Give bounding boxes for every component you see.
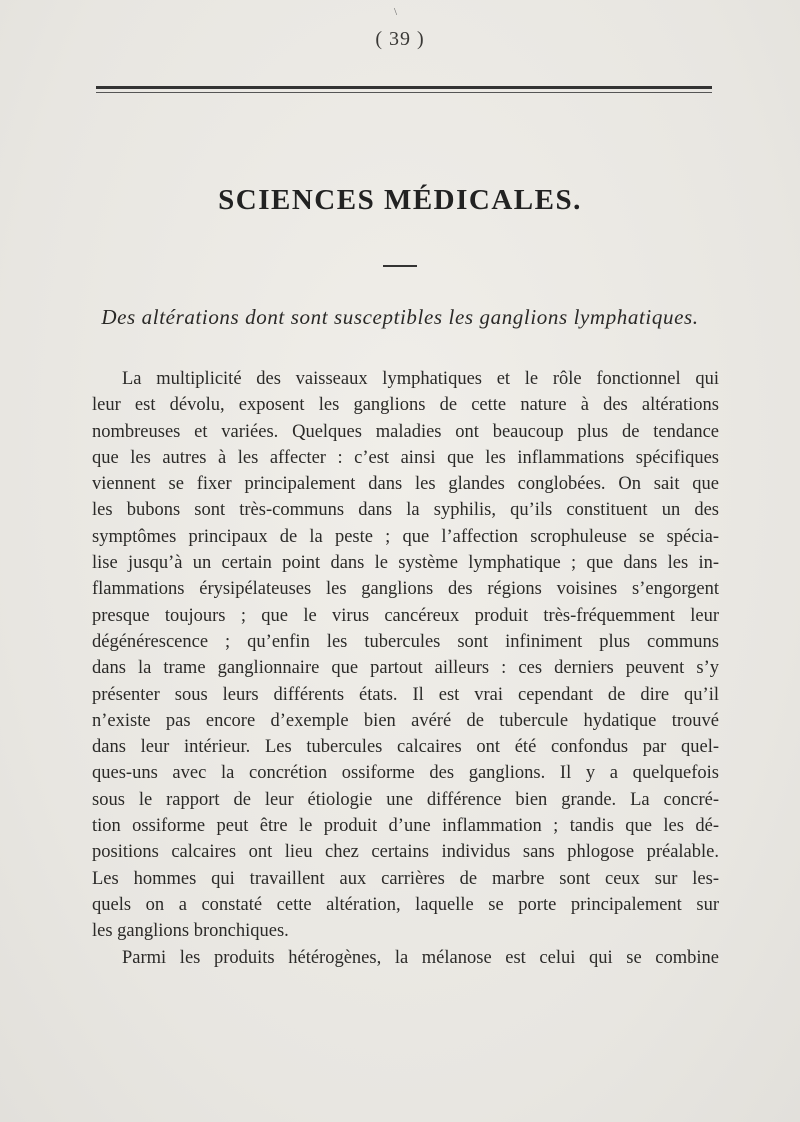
body-line: que les autres à les affecter : c’est ainsi que les inflammations spécifiques [92,447,719,468]
body-line: ques-uns avec la concrétion ossiforme des ganglions. Il y a quelquefois [92,763,719,784]
body-line: presque toujours ; que le virus cancéreux produit très-fréquemment leur [92,605,719,626]
article-subtitle: Des altérations dont sont susceptibles les ganglions lymphatiques. [101,305,699,329]
body-line: dans leur intérieur. Les tubercules calcaires ont été confondus par quel- [92,737,719,758]
body-line: positions calcaires ont lieu chez certains individus sans phlogose préalable. [92,842,719,863]
body-line: Les hommes qui travaillent aux carrières de marbre sont ceux sur les- [92,868,719,889]
body-line: quels on a constaté cette altération, laquelle se porte principalement sur [92,894,719,915]
margin-tick: \ [394,6,398,18]
body-line: flammations érysipélateuses les ganglions des régions voisines s’engorgent [92,579,719,600]
body-line: tion ossiforme peut être le produit d’une inflammation ; tandis que les dé- [92,816,719,837]
body-line: leur est dévolu, exposent les ganglions de cette nature à des altérations [92,395,719,416]
body-line: Parmi les produits hétérogènes, la mélanose est celui qui se combine [122,947,719,968]
body-line: n’existe pas encore d’exemple bien avéré de tubercule hydatique trouvé [92,710,719,731]
section-title: SCIENCES MÉDICALES. [218,184,582,216]
body-line: dans la trame ganglionnaire que partout ailleurs : ces derniers peuvent s’y [92,658,719,679]
body-line: nombreuses et variées. Quelques maladies ont beaucoup plus de tendance [92,421,719,442]
body-line: symptômes principaux de la peste ; que l’affection scrophuleuse se spécia- [92,526,719,547]
body-text [92,366,719,971]
body-line: les ganglions bronchiques. [92,921,289,942]
header-rule-thin [96,92,712,93]
body-line: les bubons sont très-communs dans la syphilis, qu’ils constituent un des [92,500,719,521]
body-line: présenter sous leurs différents états. Il est vrai cependant de dire qu’il [92,684,719,705]
page-number: ( 39 ) [375,28,425,50]
body-line: sous le rapport de leur étiologie une différence bien grande. La concré- [92,789,719,810]
body-line: La multiplicité des vaisseaux lymphatiques et le rôle fonctionnel qui [122,369,719,389]
title-separator [383,265,417,267]
header-rule-thick [96,86,712,89]
body-line: viennent se fixer principalement dans les glandes conglobées. On sait que [92,474,719,495]
body-line: lise jusqu’à un certain point dans le système lymphatique ; que dans les in- [92,553,719,574]
body-line: dégénérescence ; qu’enfin les tubercules sont infiniment plus communs [92,631,719,652]
